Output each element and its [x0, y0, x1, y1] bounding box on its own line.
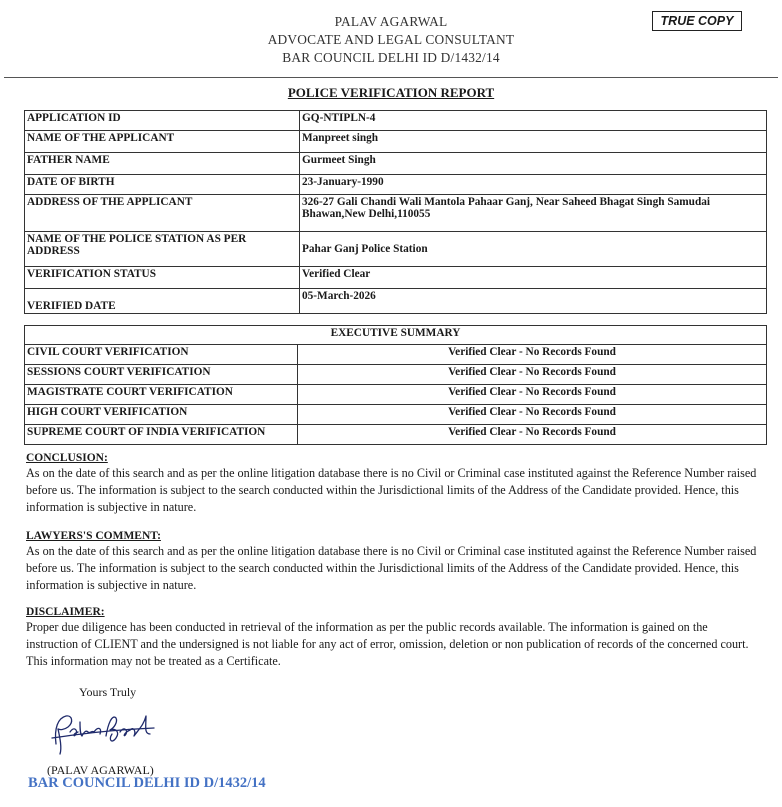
advocate-name: PALAV AGARWAL — [334, 14, 448, 29]
table-row — [25, 111, 767, 131]
disclaimer-text: Proper due diligence has been conducted in retrieval of the information as per the public records available. The information is gained on the instruction of CLIENT and the undersigned is not liable for any act of error, omission, deletion or non publication of records of the concerned court. This information may not be treated as a Certificate. — [26, 620, 749, 668]
summary-label: SUPREME COURT OF INDIA VERIFICATION — [25, 425, 298, 445]
executive-summary-table — [24, 325, 767, 445]
detail-label: APPLICATION ID — [25, 111, 300, 131]
summary-title: EXECUTIVE SUMMARY — [25, 326, 767, 345]
applicant-details-table — [24, 110, 767, 314]
summary-value: Verified Clear - No Records Found — [298, 345, 767, 365]
table-row — [25, 425, 767, 445]
table-row — [25, 365, 767, 385]
conclusion-section — [26, 451, 758, 516]
detail-value: 23-January-1990 — [300, 175, 767, 195]
table-row — [25, 232, 767, 267]
summary-label: HIGH COURT VERIFICATION — [25, 405, 298, 425]
lawyers-comment-text: As on the date of this search and as per the online litigation database there is no Civil or Criminal case instituted against the Reference Number raised before us. The information is subject to the search conducted within the Jurisdictional limits of the Address of the Candidate provided. Hence, this information is subjective in nature. — [26, 544, 757, 592]
summary-label: CIVIL COURT VERIFICATION — [25, 345, 298, 365]
table-row — [25, 385, 767, 405]
detail-label: DATE OF BIRTH — [25, 175, 300, 195]
signatory-name: (PALAV AGARWAL) — [47, 763, 154, 777]
bar-council-id: BAR COUNCIL DELHI ID D/1432/14 — [282, 50, 500, 65]
summary-value: Verified Clear - No Records Found — [298, 425, 767, 445]
detail-value: GQ-NTIPLN-4 — [300, 111, 767, 131]
report-title: POLICE VERIFICATION REPORT — [287, 85, 495, 100]
table-row — [25, 131, 767, 153]
summary-value: Verified Clear - No Records Found — [298, 365, 767, 385]
table-row — [25, 289, 767, 314]
detail-value: Manpreet singh — [300, 131, 767, 153]
table-row — [25, 195, 767, 232]
table-row — [25, 345, 767, 365]
detail-value: Verified Clear — [300, 267, 767, 289]
true-copy-stamp: TRUE COPY — [652, 11, 742, 31]
detail-label: NAME OF THE APPLICANT — [25, 131, 300, 153]
table-row — [25, 153, 767, 175]
detail-label: FATHER NAME — [25, 153, 300, 175]
summary-value: Verified Clear - No Records Found — [298, 385, 767, 405]
summary-label: SESSIONS COURT VERIFICATION — [25, 365, 298, 385]
summary-value: Verified Clear - No Records Found — [298, 405, 767, 425]
closing-salutation: Yours Truly — [79, 685, 137, 699]
table-row — [25, 267, 767, 289]
conclusion-text: As on the date of this search and as per the online litigation database there is no Civil or Criminal case instituted against the Reference Number raised before us. The information is subject to the search conducted within the Jurisdictional limits of the Address of the Candidate provided. Hence, this information is subjective in nature. — [26, 466, 757, 514]
footer-bar-council-id: BAR COUNCIL DELHI ID D/1432/14 — [28, 775, 266, 791]
detail-value: 05-March-2026 — [300, 289, 767, 314]
detail-value: Pahar Ganj Police Station — [300, 232, 767, 267]
table-row — [25, 175, 767, 195]
disclaimer-heading: DISCLAIMER: — [26, 606, 105, 618]
detail-label: NAME OF THE POLICE STATION AS PER ADDRESS — [25, 232, 300, 267]
conclusion-heading: CONCLUSION: — [26, 452, 108, 464]
header-divider — [4, 77, 778, 78]
detail-label: VERIFIED DATE — [25, 289, 300, 314]
table-row — [25, 405, 767, 425]
handwritten-signature — [50, 708, 160, 763]
detail-label: ADDRESS OF THE APPLICANT — [25, 195, 300, 232]
table-row — [25, 326, 767, 345]
disclaimer-section — [26, 605, 758, 670]
detail-value: Gurmeet Singh — [300, 153, 767, 175]
detail-value: 326-27 Gali Chandi Wali Mantola Pahaar Ganj, Near Saheed Bhagat Singh Samudai Bhawan,New Delhi,110055 — [300, 195, 767, 232]
summary-label: MAGISTRATE COURT VERIFICATION — [25, 385, 298, 405]
lawyers-comment-heading: LAWYERS'S COMMENT: — [26, 530, 161, 542]
advocate-profession: ADVOCATE AND LEGAL CONSULTANT — [267, 32, 515, 47]
lawyers-comment-section — [26, 529, 758, 594]
detail-label: VERIFICATION STATUS — [25, 267, 300, 289]
